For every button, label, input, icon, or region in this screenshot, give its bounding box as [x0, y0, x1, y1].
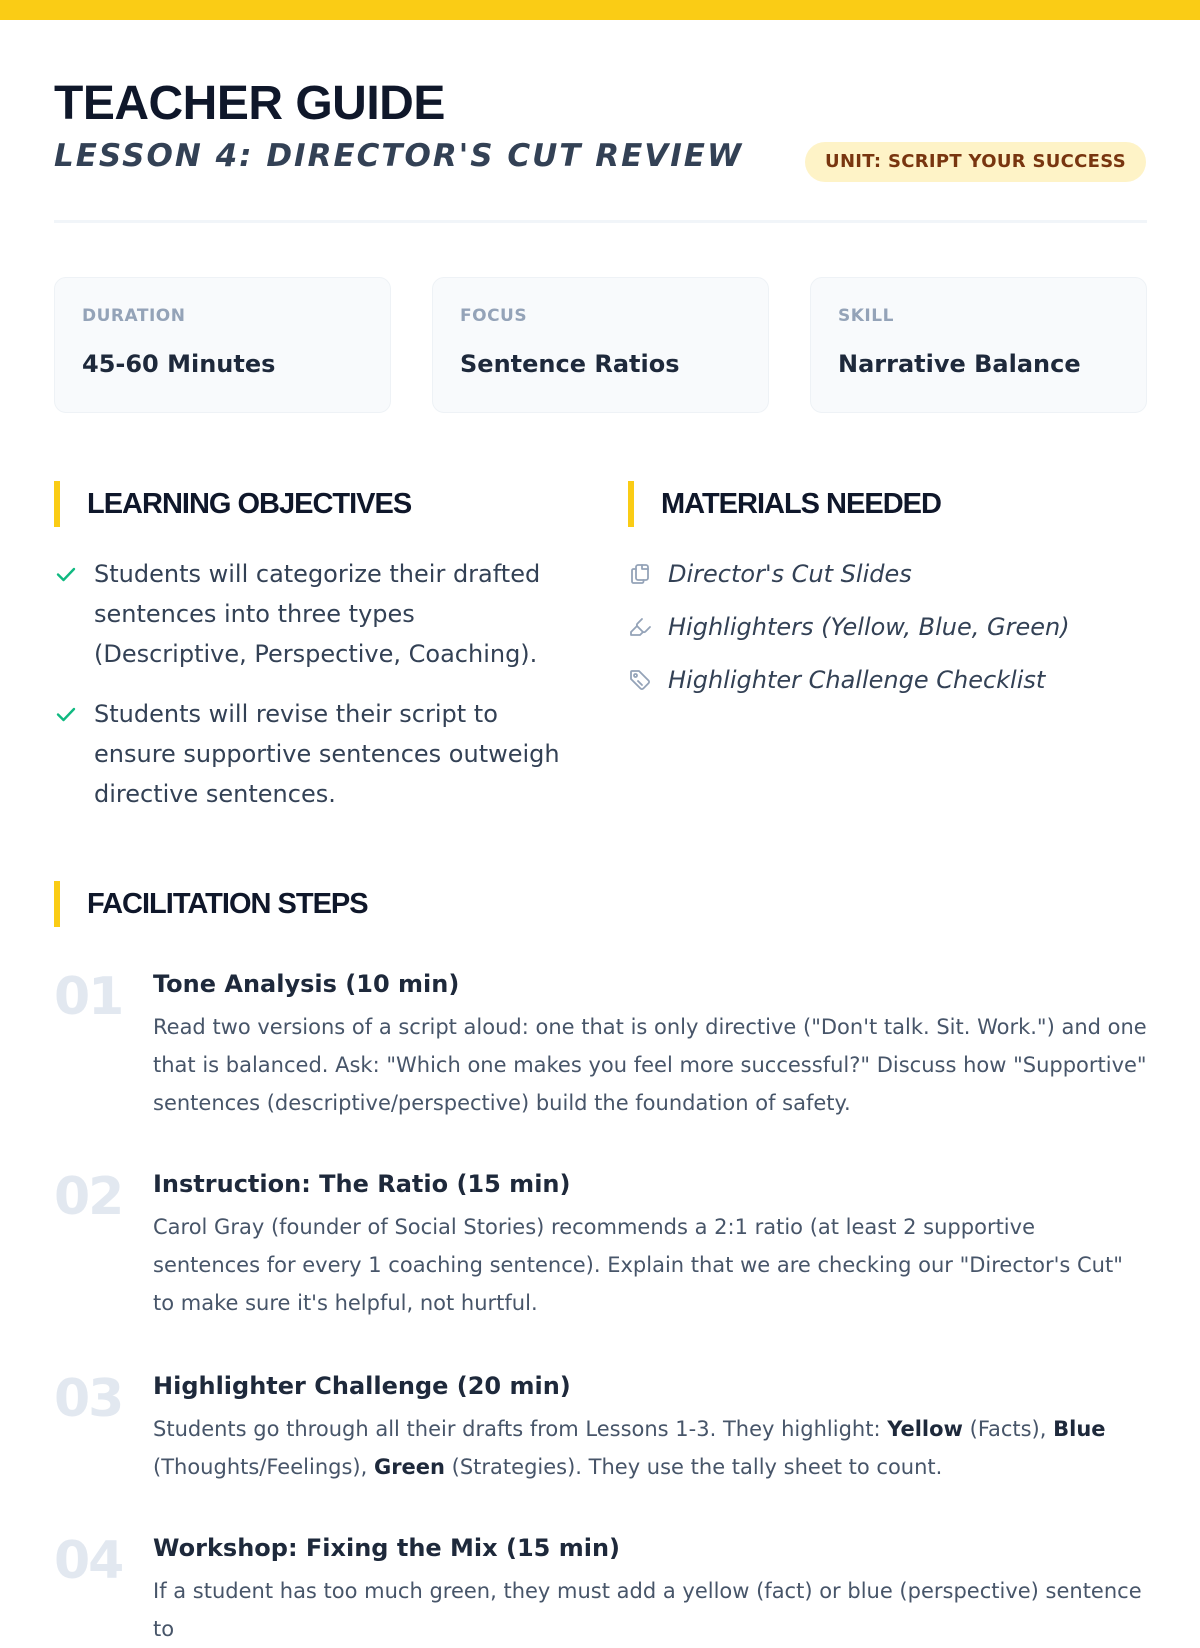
- duration-label: DURATION: [82, 306, 186, 326]
- yellow-label: Yellow: [887, 1417, 963, 1441]
- page-title: TEACHER GUIDE: [54, 77, 445, 130]
- list-item: [628, 554, 1168, 594]
- step-title: Instruction: The Ratio (15 min): [153, 1170, 571, 1198]
- list-item: [628, 660, 1168, 700]
- step-text: Students go through all their drafts from Lessons 1-3. They highlight: Yellow (Facts), Blue (Thoughts/Feelings), Green (Strategies). They use the tally sheet to count.: [153, 1417, 1106, 1479]
- objectives-heading: LEARNING OBJECTIVES: [54, 481, 411, 527]
- duration-value: 45-60 Minutes: [82, 350, 276, 378]
- step-title: Highlighter Challenge (20 min): [153, 1372, 571, 1400]
- steps-heading: FACILITATION STEPS: [54, 881, 368, 927]
- green-label: Green: [373, 1455, 445, 1479]
- step-2: [54, 1162, 1147, 1322]
- material-label: Director's Cut Slides: [668, 560, 912, 588]
- top-accent-bar: [0, 0, 1200, 20]
- tag-icon: [628, 668, 652, 692]
- copy-icon: [628, 562, 652, 586]
- lesson-title: LESSON 4: DIRECTOR'S CUT REVIEW: [54, 138, 744, 174]
- step-4: [54, 1526, 1147, 1648]
- focus-label: FOCUS: [460, 306, 528, 326]
- step-title: Workshop: Fixing the Mix (15 min): [153, 1534, 620, 1562]
- objectives-list: [54, 554, 574, 834]
- check-icon: [54, 702, 78, 726]
- skill-value: Narrative Balance: [838, 350, 1081, 378]
- step-number: 03: [54, 1369, 123, 1429]
- objective-text: Students will revise their script to ensure supportive sentences outweigh directive sentences.: [94, 700, 560, 808]
- check-icon: [54, 562, 78, 586]
- header-divider: [54, 220, 1147, 223]
- step-1: [54, 962, 1147, 1122]
- highlighter-icon: [628, 615, 652, 639]
- skill-label: SKILL: [838, 306, 894, 326]
- step-text: Read two versions of a script aloud: one that is only directive ("Don't talk. Sit. Work.") and one that is balanced. Ask: "Which one makes you feel more successful?" Discuss how "Supportive" sentences (descriptive/perspective) build the foundation of safety.: [153, 1015, 1147, 1115]
- list-item: [54, 694, 574, 814]
- material-label: Highlighters (Yellow, Blue, Green): [668, 613, 1070, 641]
- step-text: Carol Gray (founder of Social Stories) recommends a 2:1 ratio (at least 2 supportive sentences for every 1 coaching sentence). Explain that we are checking our "Director's Cut" to make sure it's helpful, not hurtful.: [153, 1215, 1123, 1315]
- step-number: 02: [54, 1167, 123, 1227]
- focus-card: [432, 277, 769, 413]
- list-item: [628, 607, 1168, 647]
- step-number: 01: [54, 967, 123, 1027]
- step-number: 04: [54, 1531, 123, 1591]
- materials-heading: MATERIALS NEEDED: [628, 481, 941, 527]
- skill-card: [810, 277, 1147, 413]
- list-item: [54, 554, 574, 674]
- unit-badge: UNIT: SCRIPT YOUR SUCCESS: [805, 142, 1146, 182]
- step-text: If a student has too much green, they must add a yellow (fact) or blue (perspective) sentence to: [153, 1579, 1142, 1641]
- blue-label: Blue: [1053, 1417, 1106, 1441]
- objective-text: Students will categorize their drafted sentences into three types (Descriptive, Perspective, Coaching).: [94, 560, 541, 668]
- material-label: Highlighter Challenge Checklist: [668, 666, 1046, 694]
- step-title: Tone Analysis (10 min): [153, 970, 460, 998]
- step-3: [54, 1364, 1147, 1486]
- materials-list: [628, 554, 1168, 713]
- duration-card: [54, 277, 391, 413]
- focus-value: Sentence Ratios: [460, 350, 680, 378]
